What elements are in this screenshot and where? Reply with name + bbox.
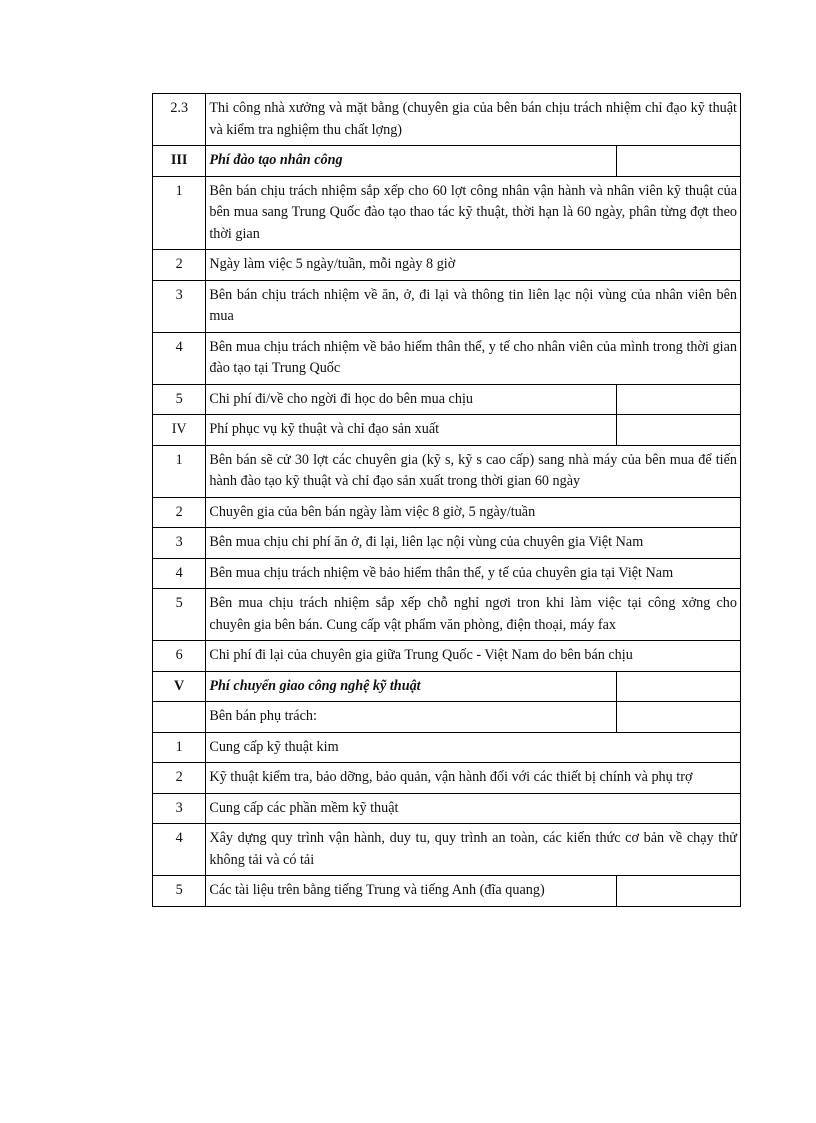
table-row [153,671,741,702]
row-number: 4 [153,558,206,589]
table-row [153,332,741,384]
row-description: Chi phí đi/về cho ngời đi học do bên mua chịu [206,384,616,415]
table-row [153,445,741,497]
table-row [153,146,741,177]
table-row [153,280,741,332]
table-row [153,732,741,763]
cost-cell [616,384,740,415]
cost-cell [616,415,740,446]
table-row [153,793,741,824]
row-number: 2.3 [153,94,206,146]
row-description: Bên bán chịu trách nhiệm về ăn, ở, đi lại và thông tin liên lạc nội vùng của nhân viên bên mua [206,280,741,332]
cost-table-body [153,94,741,907]
section-heading: Phí đào tạo nhân công [206,146,616,177]
row-description: Kỹ thuật kiểm tra, bảo dỡng, bảo quản, vận hành đối với các thiết bị chính và phụ trợ [206,763,741,794]
row-description: Bên bán chịu trách nhiệm sắp xếp cho 60 lợt công nhân vận hành và nhân viên kỹ thuật của bên mua sang Trung Quốc đào tạo thao tác kỹ thuật, thời hạn là 60 ngày, phân từng đợt theo thời gian [206,176,741,250]
row-number: 3 [153,528,206,559]
row-number: 1 [153,176,206,250]
table-row [153,824,741,876]
table-row [153,702,741,733]
row-description: Bên mua chịu chi phí ăn ở, đi lại, liên lạc nội vùng của chuyên gia Việt Nam [206,528,741,559]
cost-table [152,93,741,907]
cost-cell [616,876,740,907]
row-description: Bên mua chịu trách nhiệm sắp xếp chỗ nghỉ ngơi tron khi làm việc tại công xởng cho chuyên gia bên bán. Cung cấp vật phẩm văn phòng, điện thoại, máy fax [206,589,741,641]
row-number: 1 [153,732,206,763]
row-number: 4 [153,824,206,876]
table-row [153,589,741,641]
row-number: 3 [153,280,206,332]
row-number [153,702,206,733]
table-row [153,497,741,528]
row-description: Bên mua chịu trách nhiệm về bảo hiểm thân thể, y tế của chuyên gia tại Việt Nam [206,558,741,589]
row-description: Bên bán sẽ cử 30 lợt các chuyên gia (kỹ s, kỹ s cao cấp) sang nhà máy của bên mua để tiến hành đào tạo kỹ thuật và chỉ đạo sản xuất trong thời gian 60 ngày [206,445,741,497]
row-description: Cung cấp các phần mềm kỹ thuật [206,793,741,824]
table-row [153,763,741,794]
row-number: 5 [153,876,206,907]
row-number: IV [153,415,206,446]
row-description: Bên bán phụ trách: [206,702,616,733]
row-description: Thi công nhà xưởng và mặt bằng (chuyên gia của bên bán chịu trách nhiệm chỉ đạo kỹ thuật và kiểm tra nghiệm thu chất lợng) [206,94,741,146]
row-number: 1 [153,445,206,497]
table-row [153,176,741,250]
row-description: Chuyên gia của bên bán ngày làm việc 8 giờ, 5 ngày/tuần [206,497,741,528]
row-number: 6 [153,641,206,672]
table-row [153,558,741,589]
row-description: Các tài liệu trên bằng tiếng Trung và tiếng Anh (đĩa quang) [206,876,616,907]
table-row [153,384,741,415]
row-number: 4 [153,332,206,384]
table-row [153,528,741,559]
table-row [153,415,741,446]
row-description: Xây dựng quy trình vận hành, duy tu, quy trình an toàn, các kiến thức cơ bản về chạy thử không tải và có tải [206,824,741,876]
row-description: Ngày làm việc 5 ngày/tuần, mỗi ngày 8 giờ [206,250,741,281]
cost-cell [616,146,740,177]
cost-cell [616,671,740,702]
row-number: III [153,146,206,177]
table-row [153,250,741,281]
table-row [153,876,741,907]
table-row [153,641,741,672]
row-description: Bên mua chịu trách nhiệm về bảo hiểm thân thể, y tế cho nhân viên của mình trong thời gian đào tạo tại Trung Quốc [206,332,741,384]
row-number: V [153,671,206,702]
row-number: 2 [153,250,206,281]
section-heading: Phí chuyển giao công nghệ kỹ thuật [206,671,616,702]
row-description: Chi phí đi lại của chuyên gia giữa Trung Quốc - Việt Nam do bên bán chịu [206,641,741,672]
table-row [153,94,741,146]
cost-cell [616,702,740,733]
row-number: 5 [153,384,206,415]
row-number: 3 [153,793,206,824]
row-description: Cung cấp kỹ thuật kim [206,732,741,763]
row-number: 2 [153,763,206,794]
row-number: 5 [153,589,206,641]
row-number: 2 [153,497,206,528]
row-description: Phí phục vụ kỹ thuật và chỉ đạo sản xuất [206,415,616,446]
